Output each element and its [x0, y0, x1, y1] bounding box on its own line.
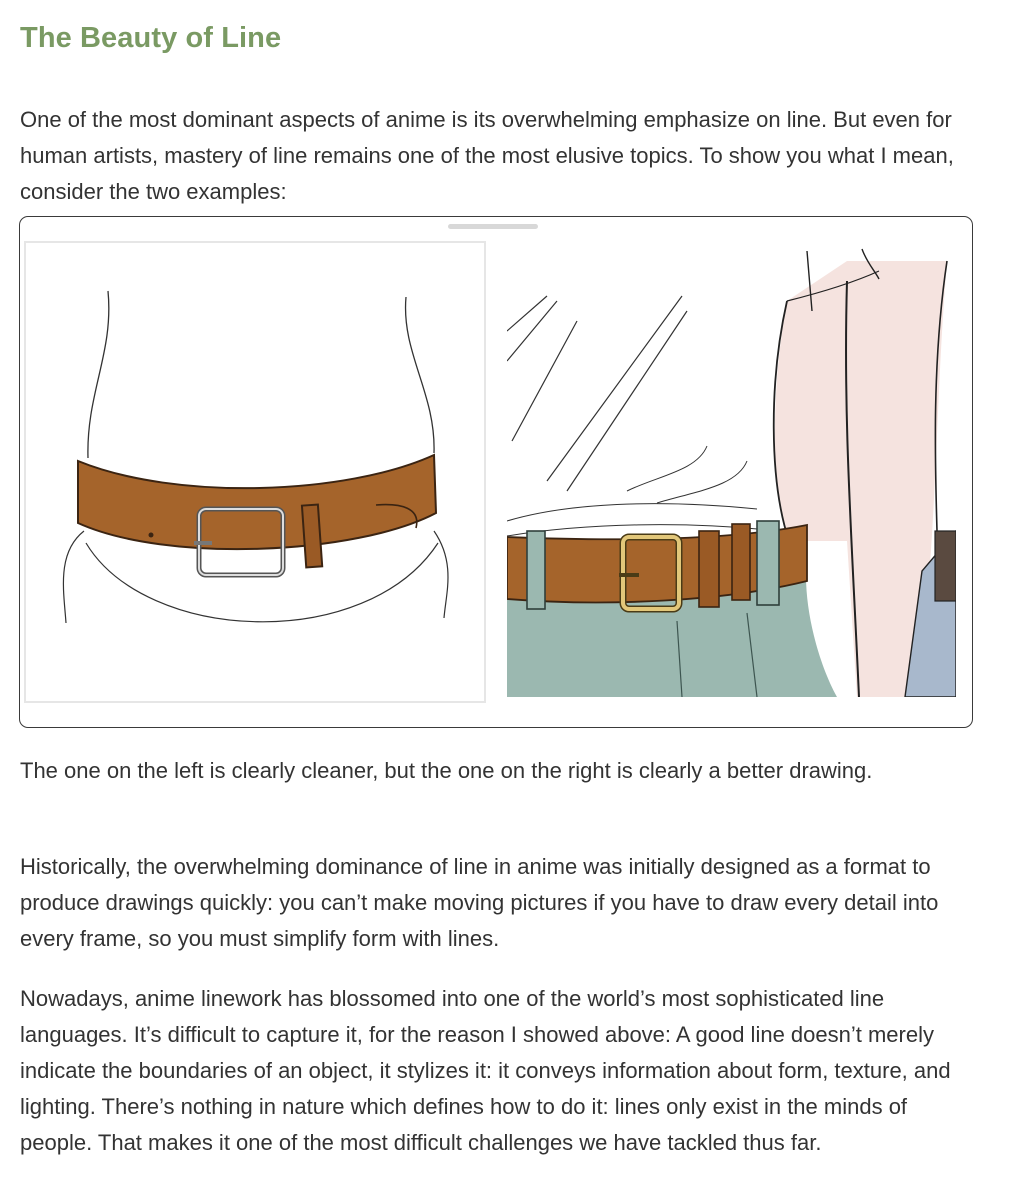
scroll-handle[interactable] — [448, 224, 538, 229]
history-paragraph: Historically, the overwhelming dominance of line in anime was initially designed as a format to produce drawings quickly: you can’t make moving pictures if you have to draw every detail into every frame, so you must simplify form with lines. — [20, 854, 939, 951]
clean-belt-illustration — [26, 243, 484, 701]
clean-belt-image — [24, 241, 486, 703]
nowadays-paragraph: Nowadays, anime linework has blossomed into one of the world’s most sophisticated line languages. It’s difficult to capture it, for the reason I showed above: A good line doesn’t merely indicate the boundaries of an object, it stylizes it: it conveys information about form, texture, and lighting. There’s nothing in nature which defines how to do it: lines only exist in the minds of people. That makes it one of the most difficult challenges we have tackled thus far. — [20, 986, 951, 1155]
sketchy-belt-image — [507, 241, 956, 697]
comparison-paragraph: The one on the left is clearly cleaner, but the one on the right is clearly a better drawing. — [20, 758, 873, 783]
article — [0, 0, 1010, 210]
comparison-figure — [19, 216, 973, 728]
sketchy-belt-illustration — [507, 241, 956, 697]
intro-paragraph: One of the most dominant aspects of anime is its overwhelming emphasize on line. But even for human artists, mastery of line remains one of the most elusive topics. To show you what I mean, consider the two examples: — [20, 107, 954, 204]
section-heading: The Beauty of Line — [20, 22, 282, 54]
